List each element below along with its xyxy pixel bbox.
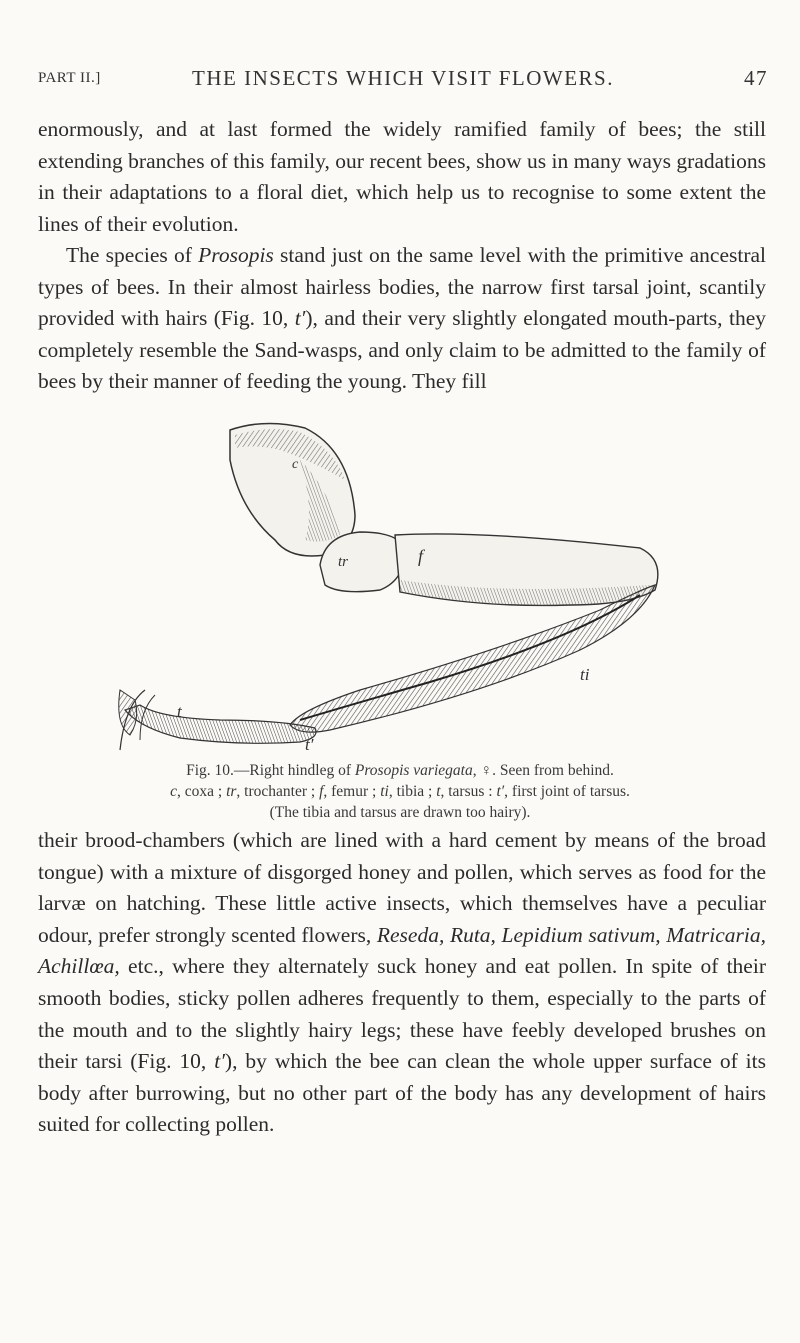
part-label: PART II.] xyxy=(38,70,101,86)
figure-ref-label: t′ xyxy=(214,1049,225,1074)
tibia-drawing xyxy=(290,585,655,732)
text-run: etc., where they alternately suck honey and eat pollen. In spite of their smooth bodies, sticky pollen adheres frequently to them, especially to the parts of the mouth and to the slightly hairy legs; these have feebly developed brushes on their tarsi (Fig. 10, xyxy=(38,954,766,1074)
hindleg-illustration xyxy=(100,420,680,760)
caption-abbrev: f xyxy=(319,783,324,800)
text-run: , femur ; xyxy=(323,783,381,800)
text-run: , coxa ; xyxy=(177,783,227,800)
tarsus-drawing xyxy=(125,705,316,743)
page-number: 47 xyxy=(744,66,768,90)
label-coxa: c xyxy=(292,457,299,472)
caption-line-3: (The tibia and tarsus are drawn too hairy). xyxy=(269,804,531,821)
figure-ref-label: t′ xyxy=(294,306,306,331)
text-run: , trochanter ; xyxy=(236,783,320,800)
caption-abbrev: tr xyxy=(226,783,237,800)
text-run: , ♀. Seen from behind. xyxy=(472,762,614,779)
text-run: , first joint of tarsus. xyxy=(504,783,630,800)
genus-list: Reseda, Ruta, Lepidium sativum, Matricaria, Achillœa, xyxy=(38,922,766,979)
label-tarsus: t xyxy=(177,702,182,721)
caption-abbrev: t′ xyxy=(496,783,505,800)
caption-line-2 xyxy=(40,781,760,802)
label-trochanter: tr xyxy=(338,554,349,570)
species-name: Prosopis variegata xyxy=(354,762,473,779)
genus-name: Prosopis xyxy=(198,243,274,267)
text-run: Fig. 10.—Right hindleg of xyxy=(186,762,355,779)
text-run: , tarsus : xyxy=(440,783,497,800)
label-tibia: ti xyxy=(580,665,590,684)
text-run: ), and their very slightly elongated mouth-parts, they completely resemble the Sand-wasps, and only claim to be admitted to the family of bees by their manner of feeding the young. They fill xyxy=(38,306,766,394)
label-first-joint: t′ xyxy=(305,735,314,754)
text-run: The species of xyxy=(66,243,199,267)
trochanter-drawing xyxy=(320,532,405,592)
text-run: , tibia ; xyxy=(388,783,437,800)
label-femur: f xyxy=(418,546,424,566)
running-header xyxy=(38,66,768,94)
paragraph-3 xyxy=(38,825,766,1141)
caption-abbrev: ti xyxy=(380,783,389,800)
text-run: ), by which the bee can clean the whole upper surface of its body after burrowing, but no other part of the body has any development of hairs suited for collecting pollen. xyxy=(38,1049,766,1137)
text-run: their brood-chambers (which are lined with a hard cement by means of the broad tongue) with a mixture of disgorged honey and pollen, which serves as food for the larvæ on hatching. These little active insects, which themselves have a peculiar odour, prefer strongly scented flowers, xyxy=(38,828,766,947)
running-title: THE INSECTS WHICH VISIT FLOWERS. xyxy=(192,66,614,90)
paragraph-2 xyxy=(38,240,766,398)
figure-caption xyxy=(40,760,760,823)
caption-line-1 xyxy=(40,760,760,781)
caption-abbrev: t xyxy=(436,783,441,800)
caption-abbrev: c xyxy=(170,783,177,800)
paragraph-1: enormously, and at last formed the widely ramified family of bees; the still extending branches of this family, our recent bees, show us in many ways gradations in their adaptations to a floral diet, which help us to recognise to some extent the lines of their evolution. xyxy=(38,117,766,236)
text-run: stand just on the same level with the primitive ancestral types of bees. In their almost hairless bodies, the narrow first tarsal joint, scantily provided with hairs (Fig. 10, xyxy=(38,243,767,331)
